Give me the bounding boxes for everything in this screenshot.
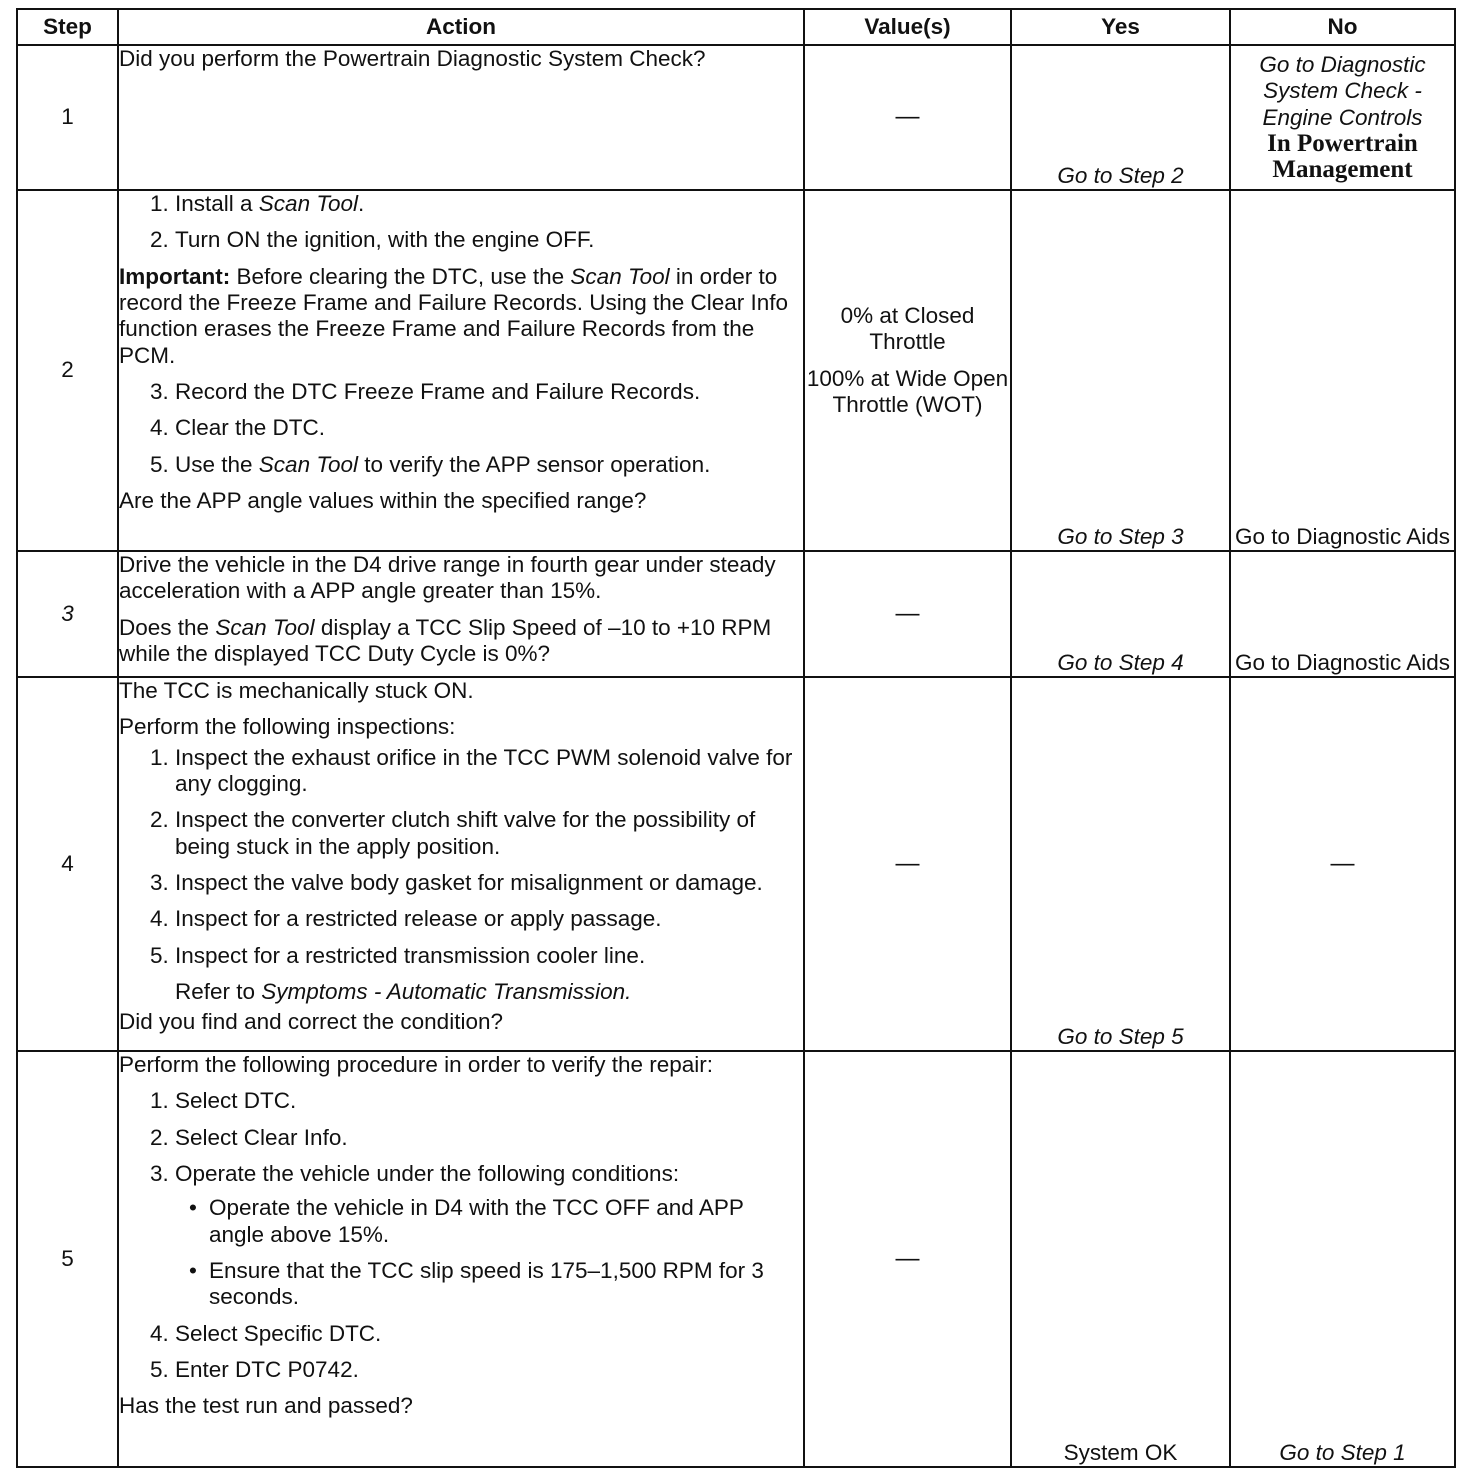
condition-list — [175, 1195, 803, 1310]
table-row — [17, 551, 1455, 677]
list-item: 4. Clear the DTC. — [175, 415, 803, 441]
value-cell — [804, 1051, 1011, 1467]
action-text: Drive the vehicle in the D4 drive range in fourth gear under steady acceleration with a APP angle greater than 15%. — [119, 552, 776, 604]
list-item: 3. Record the DTC Freeze Frame and Failure Records. — [175, 379, 803, 405]
bullet-item: • Ensure that the TCC slip speed is 175–1,500 RPM for 3 seconds. — [209, 1258, 803, 1311]
table-row — [17, 1051, 1455, 1467]
no-cell: Go to Diagnostic Aids — [1230, 551, 1455, 677]
list-item: 3. Operate the vehicle under the following conditions: • Operate the vehicle in D4 with the TCC OFF and APP angle above 15%. • Ensure that the TCC slip speed is 175–1,500 RPM for 3 seconds. — [175, 1161, 803, 1311]
action-list — [119, 1088, 803, 1310]
list-item: 2. Select Clear Info. — [175, 1125, 803, 1151]
action-question: Did you find and correct the condition? — [119, 1009, 503, 1035]
no-reference: Go to Diagnostic System Check - Engine Controls — [1259, 52, 1426, 130]
action-cell — [118, 1051, 804, 1467]
no-dash: — — [1330, 849, 1355, 877]
action-list — [119, 379, 803, 478]
step-number: 4 — [17, 677, 118, 1051]
value-closed-throttle: 0% at Closed Throttle — [840, 302, 975, 355]
list-item: 5. Use the Scan Tool to verify the APP sensor operation. — [175, 452, 803, 478]
value-dash: — — [895, 1244, 920, 1272]
list-item: 2. Turn ON the ignition, with the engine OFF. — [175, 227, 803, 253]
action-question: Has the test run and passed? — [119, 1393, 413, 1419]
step-number: 2 — [17, 190, 118, 551]
step-number: 5 — [17, 1051, 118, 1467]
yes-cell: Go to Step 2 — [1011, 45, 1230, 190]
value-dash: — — [895, 849, 920, 877]
action-list — [119, 1321, 803, 1384]
action-list — [119, 191, 803, 254]
yes-cell: Go to Step 3 — [1011, 190, 1230, 551]
action-text: Perform the following inspections: — [119, 714, 456, 740]
table-row — [17, 677, 1455, 1051]
action-cell — [118, 45, 804, 190]
value-cell — [804, 190, 1011, 551]
action-question: Does the Scan Tool display a TCC Slip Speed of –10 to +10 RPM while the displayed TCC Duty Cycle is 0%? — [119, 614, 772, 666]
no-cell — [1230, 677, 1455, 1051]
action-list — [119, 745, 803, 1006]
action-text: The TCC is mechanically stuck ON. — [119, 678, 474, 703]
header-values: Value(s) — [804, 9, 1011, 45]
action-cell — [118, 190, 804, 551]
list-item: 5. Enter DTC P0742. — [175, 1357, 803, 1383]
header-yes: Yes — [1011, 9, 1230, 45]
scan-tool-term: Scan Tool — [258, 191, 359, 216]
yes-cell: System OK — [1011, 1051, 1230, 1467]
no-cell: Go to Diagnostic Aids — [1230, 190, 1455, 551]
list-item: 3. Inspect the valve body gasket for misalignment or damage. — [175, 870, 803, 896]
header-action: Action — [118, 9, 804, 45]
step-number: 3 — [17, 551, 118, 677]
yes-cell: Go to Step 4 — [1011, 551, 1230, 677]
important-note: Important: Before clearing the DTC, use the Scan Tool in order to record the Freeze Frame and Failure Records. Using the Clear Info function erases the Freeze Frame and Failure Records from the PCM. — [119, 263, 789, 368]
value-wide-open-throttle: 100% at Wide Open Throttle (WOT) — [806, 365, 1009, 417]
no-reference-bold: In Powertrain Management — [1267, 129, 1418, 184]
action-cell — [118, 551, 804, 677]
list-item: 5. Inspect for a restricted transmission cooler line. Refer to Symptoms - Automatic Transmission. — [175, 943, 803, 1006]
value-dash: — — [895, 103, 920, 131]
list-item: 4. Select Specific DTC. — [175, 1321, 803, 1347]
action-question: Did you perform the Powertrain Diagnostic System Check? — [119, 46, 706, 71]
value-dash: — — [895, 599, 920, 627]
list-item: 4. Inspect for a restricted release or apply passage. — [175, 906, 803, 932]
bullet-item: • Operate the vehicle in D4 with the TCC OFF and APP angle above 15%. — [209, 1195, 803, 1248]
action-text: Perform the following procedure in order to verify the repair: — [119, 1052, 714, 1077]
header-no: No — [1230, 9, 1455, 45]
yes-cell: Go to Step 5 — [1011, 677, 1230, 1051]
value-cell — [804, 45, 1011, 190]
header-row — [17, 9, 1455, 45]
no-cell — [1230, 45, 1455, 190]
table-row — [17, 45, 1455, 190]
no-cell: Go to Step 1 — [1230, 1051, 1455, 1467]
action-cell — [118, 677, 804, 1051]
action-question: Are the APP angle values within the specified range? — [119, 487, 647, 513]
list-item: 1. Select DTC. — [175, 1088, 803, 1114]
diagnostic-table — [16, 8, 1456, 1468]
important-label: Important: — [119, 263, 231, 289]
step-number: 1 — [17, 45, 118, 190]
refer-text: Refer to Symptoms - Automatic Transmission. — [175, 978, 632, 1004]
list-item: 1. Install a Scan Tool. — [175, 191, 803, 217]
value-cell — [804, 551, 1011, 677]
value-cell — [804, 677, 1011, 1051]
list-item: 2. Inspect the converter clutch shift valve for the possibility of being stuck in the apply position. — [175, 807, 803, 860]
header-step: Step — [17, 9, 118, 45]
table-row — [17, 190, 1455, 551]
list-item: 1. Inspect the exhaust orifice in the TCC PWM solenoid valve for any clogging. — [175, 745, 803, 798]
